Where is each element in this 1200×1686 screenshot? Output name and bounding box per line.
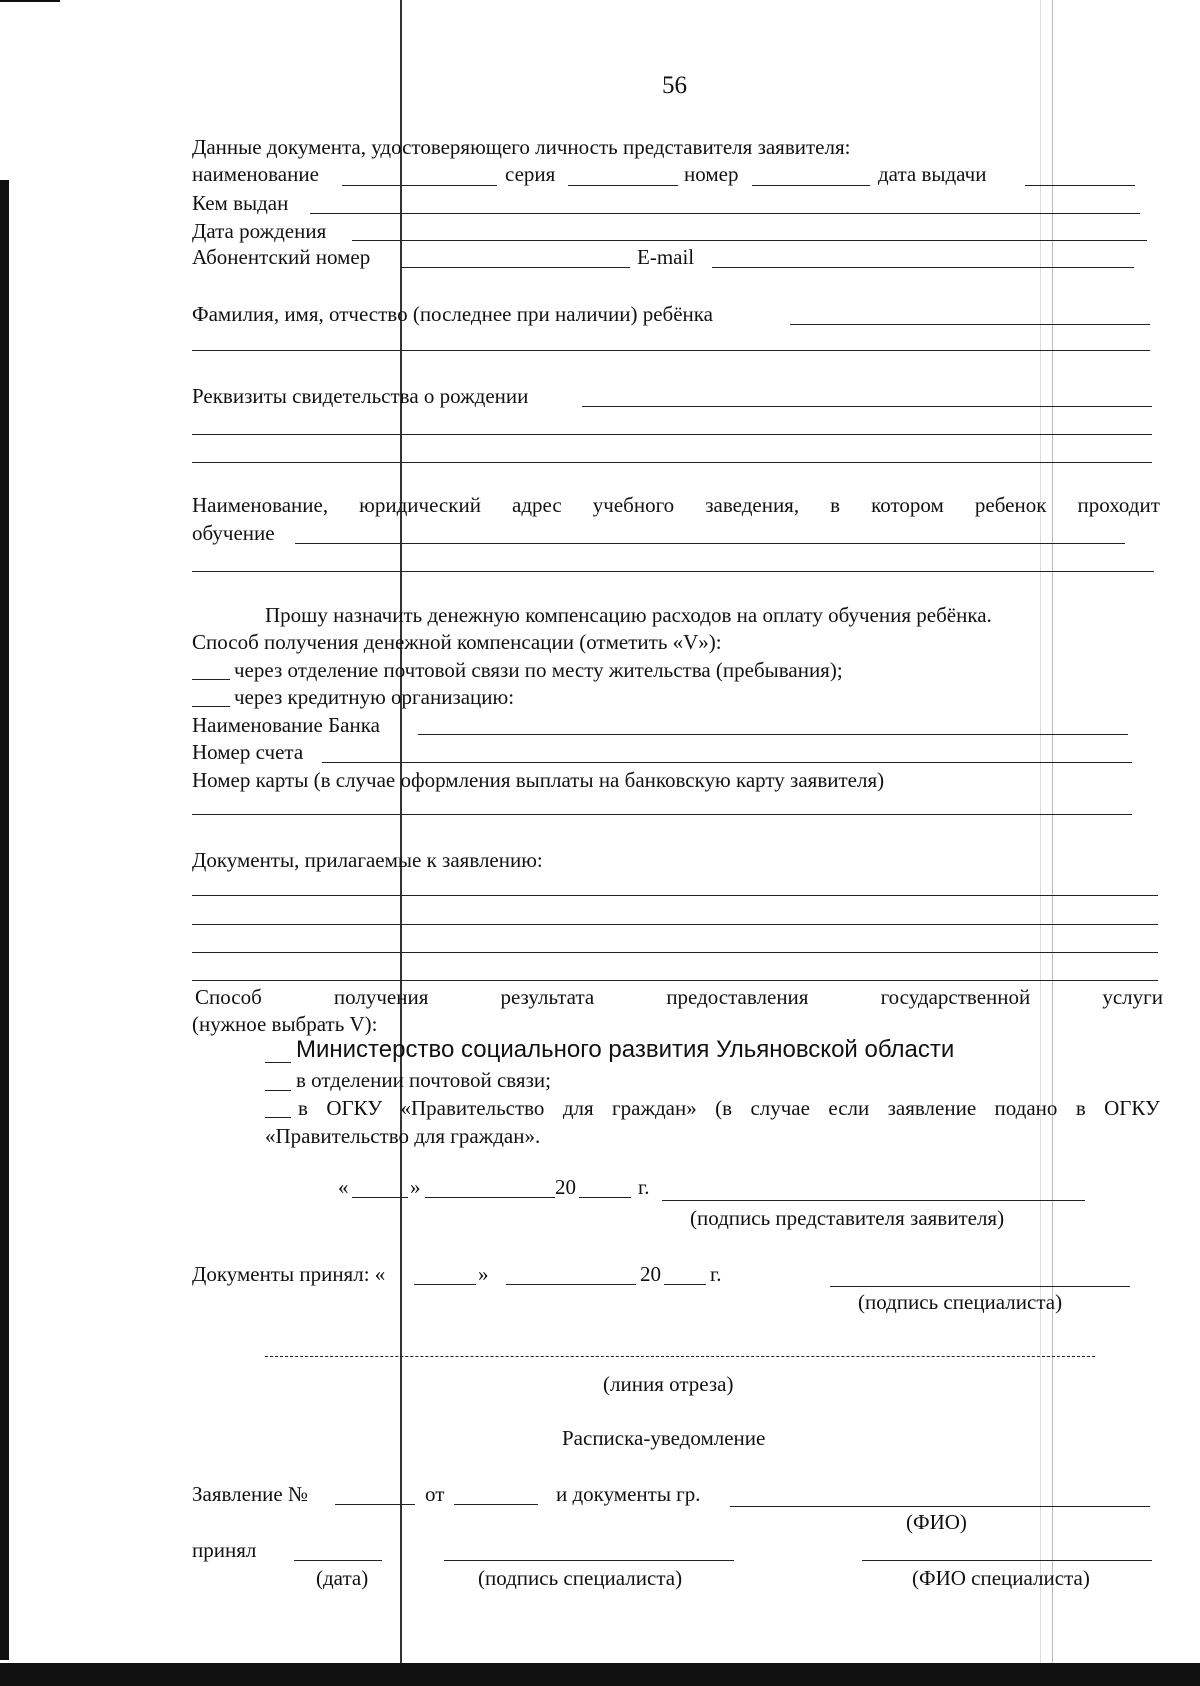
cut-line-caption: (линия отреза) — [603, 1372, 734, 1396]
issued-by-field[interactable] — [310, 213, 1140, 214]
bank-label: Наименование Банка — [192, 713, 380, 737]
ogku-word: если — [828, 1096, 870, 1120]
result-method-line — [195, 985, 1163, 1010]
receipt-date-field[interactable] — [294, 1560, 382, 1561]
scan-left-edge — [0, 180, 9, 1660]
ministry-option-label: Министерство социального развития Ульяновской области — [296, 1036, 955, 1063]
birth-date-field[interactable] — [352, 240, 1147, 241]
attached-docs-field-4[interactable] — [192, 980, 1158, 981]
school-word: в — [830, 493, 841, 517]
doc-series-field[interactable] — [568, 185, 678, 186]
receipt-sign-field[interactable] — [444, 1560, 734, 1561]
ogku-word: подано — [994, 1096, 1058, 1120]
card-field[interactable] — [192, 814, 1132, 815]
school-word: Наименование, — [192, 493, 329, 517]
specialist-signature-field[interactable] — [830, 1286, 1130, 1287]
ministry-option-checkbox[interactable] — [265, 1062, 291, 1063]
rep-date-open-quote: « — [338, 1175, 349, 1199]
ogku-word: для — [562, 1096, 594, 1120]
ogku-word: случае — [750, 1096, 810, 1120]
rep-year-prefix: 20 — [555, 1175, 576, 1199]
receipt-fio-field[interactable] — [862, 1560, 1152, 1561]
school-field-2[interactable] — [192, 571, 1154, 572]
result-word: государственной — [880, 985, 1031, 1009]
page-number: 56 — [662, 72, 687, 99]
birth-cert-label: Реквизиты свидетельства о рождении — [192, 384, 529, 408]
ogku-word: в — [1075, 1096, 1086, 1120]
fold-line-left — [400, 0, 402, 1663]
fold-line-right-2 — [1040, 0, 1041, 1663]
ogku-word: (в — [715, 1096, 733, 1120]
child-fio-field[interactable] — [790, 324, 1150, 325]
ogku-word: в — [298, 1096, 308, 1120]
bank-field[interactable] — [418, 734, 1128, 735]
attached-docs-label: Документы, прилагаемые к заявлению: — [192, 848, 543, 872]
fold-line-right — [1052, 0, 1053, 1663]
school-word: проходит — [1077, 493, 1160, 517]
citizen-fio-field[interactable] — [730, 1506, 1150, 1507]
school-word: заведения, — [705, 493, 800, 517]
rep-signature-field[interactable] — [662, 1200, 1085, 1201]
ogku-word: граждан» — [612, 1096, 697, 1120]
ogku-word: ОГКУ — [326, 1096, 383, 1120]
accepted-year-field[interactable] — [664, 1284, 706, 1285]
accepted-month-field[interactable] — [506, 1284, 636, 1285]
identity-heading: Данные документа, удостоверяющего личность представителя заявителя: — [192, 135, 851, 159]
post-result-label: в отделении почтовой связи; — [296, 1068, 551, 1092]
post-result-checkbox[interactable] — [265, 1090, 291, 1091]
attached-docs-field-1[interactable] — [192, 895, 1158, 896]
ogku-option-checkbox[interactable] — [265, 1117, 291, 1118]
accepted-label: Документы принял: « — [192, 1262, 386, 1286]
ogku-word: ОГКУ — [1104, 1096, 1160, 1120]
doc-issue-date-field[interactable] — [1025, 185, 1135, 186]
citizen-fio-caption: (ФИО) — [906, 1510, 967, 1534]
statement-date-field[interactable] — [454, 1504, 538, 1505]
result-word: предоставления — [666, 985, 809, 1009]
ogku-option-line — [298, 1096, 1160, 1121]
rep-year-field[interactable] — [579, 1197, 631, 1198]
statement-number-field[interactable] — [335, 1504, 415, 1505]
school-word: адрес — [512, 493, 562, 517]
accepted-close-quote: » — [478, 1262, 489, 1286]
rep-date-close-quote: » — [410, 1175, 421, 1199]
receipt-title: Расписка-уведомление — [562, 1426, 766, 1450]
doc-series-label: серия — [505, 162, 556, 186]
request-text: Прошу назначить денежную компенсацию расходов на оплату обучения ребёнка. — [265, 603, 992, 627]
payment-method-label: Способ получения денежной компенсации (отметить «V»): — [192, 630, 722, 654]
school-field[interactable] — [295, 543, 1125, 544]
rep-signature-caption: (подпись представителя заявителя) — [690, 1206, 1005, 1230]
result-word: получения — [333, 985, 429, 1009]
school-word: котором — [871, 493, 944, 517]
account-label: Номер счета — [192, 740, 304, 764]
doc-issue-date-label: дата выдачи — [878, 162, 987, 186]
issued-by-label: Кем выдан — [192, 191, 289, 215]
card-label: Номер карты (в случае оформления выплаты на банковскую карту заявителя) — [192, 768, 885, 792]
school-word: учебного — [592, 493, 675, 517]
result-word: Способ — [195, 985, 262, 1009]
doc-name-label: наименование — [192, 162, 319, 186]
attached-docs-field-3[interactable] — [192, 952, 1158, 953]
ogku-word: «Правительство — [400, 1096, 545, 1120]
email-label: E-mail — [637, 245, 695, 269]
school-label-line — [192, 493, 1160, 518]
statement-docs-label: и документы гр. — [556, 1482, 701, 1506]
email-field[interactable] — [712, 267, 1134, 268]
doc-number-field[interactable] — [752, 185, 870, 186]
cut-line — [265, 1356, 1095, 1357]
scan-top-edge — [0, 0, 60, 2]
birth-cert-field-3[interactable] — [192, 462, 1152, 463]
rep-year-suffix: г. — [638, 1175, 650, 1199]
result-method-line-2: (нужное выбрать V): — [192, 1012, 378, 1036]
credit-option-label: через кредитную организацию: — [234, 685, 515, 709]
result-word: услуги — [1102, 985, 1163, 1009]
ogku-word: заявление — [887, 1096, 977, 1120]
accepted-year-suffix: г. — [710, 1262, 722, 1286]
ogku-option-line-2: «Правительство для граждан». — [265, 1124, 541, 1148]
receipt-date-caption: (дата) — [316, 1566, 369, 1590]
accepted-year-prefix: 20 — [640, 1262, 661, 1286]
doc-name-field[interactable] — [342, 185, 497, 186]
credit-option-checkbox[interactable] — [192, 706, 230, 707]
phone-label: Абонентский номер — [192, 245, 371, 269]
child-fio-label: Фамилия, имя, отчество (последнее при наличии) ребёнка — [192, 302, 713, 326]
post-option-label: через отделение почтовой связи по месту жительства (пребывания); — [234, 658, 843, 682]
post-option-checkbox[interactable] — [192, 679, 230, 680]
rep-month-field[interactable] — [425, 1197, 555, 1198]
result-word: результата — [500, 985, 595, 1009]
school-word: ребенок — [974, 493, 1047, 517]
school-word: юридический — [359, 493, 481, 517]
statement-number-label: Заявление № — [192, 1482, 309, 1506]
birth-date-label: Дата рождения — [192, 219, 327, 243]
phone-field[interactable] — [402, 267, 630, 268]
school-label-2: обучение — [192, 521, 275, 545]
receipt-fio-specialist-caption: (ФИО специалиста) — [912, 1566, 1090, 1590]
doc-number-label: номер — [684, 162, 739, 186]
birth-cert-field[interactable] — [582, 406, 1152, 407]
receipt-accepted-label: принял — [192, 1538, 257, 1562]
receipt-sign-caption: (подпись специалиста) — [478, 1566, 683, 1590]
attached-docs-field-2[interactable] — [192, 924, 1158, 925]
accepted-day-field[interactable] — [414, 1284, 476, 1285]
rep-day-field[interactable] — [352, 1197, 408, 1198]
account-field[interactable] — [322, 762, 1132, 763]
specialist-signature-caption: (подпись специалиста) — [858, 1290, 1063, 1314]
child-fio-field-2[interactable] — [192, 350, 1150, 351]
statement-from-label: от — [425, 1482, 445, 1506]
birth-cert-field-2[interactable] — [192, 434, 1152, 435]
scan-bottom-edge — [0, 1663, 1200, 1686]
